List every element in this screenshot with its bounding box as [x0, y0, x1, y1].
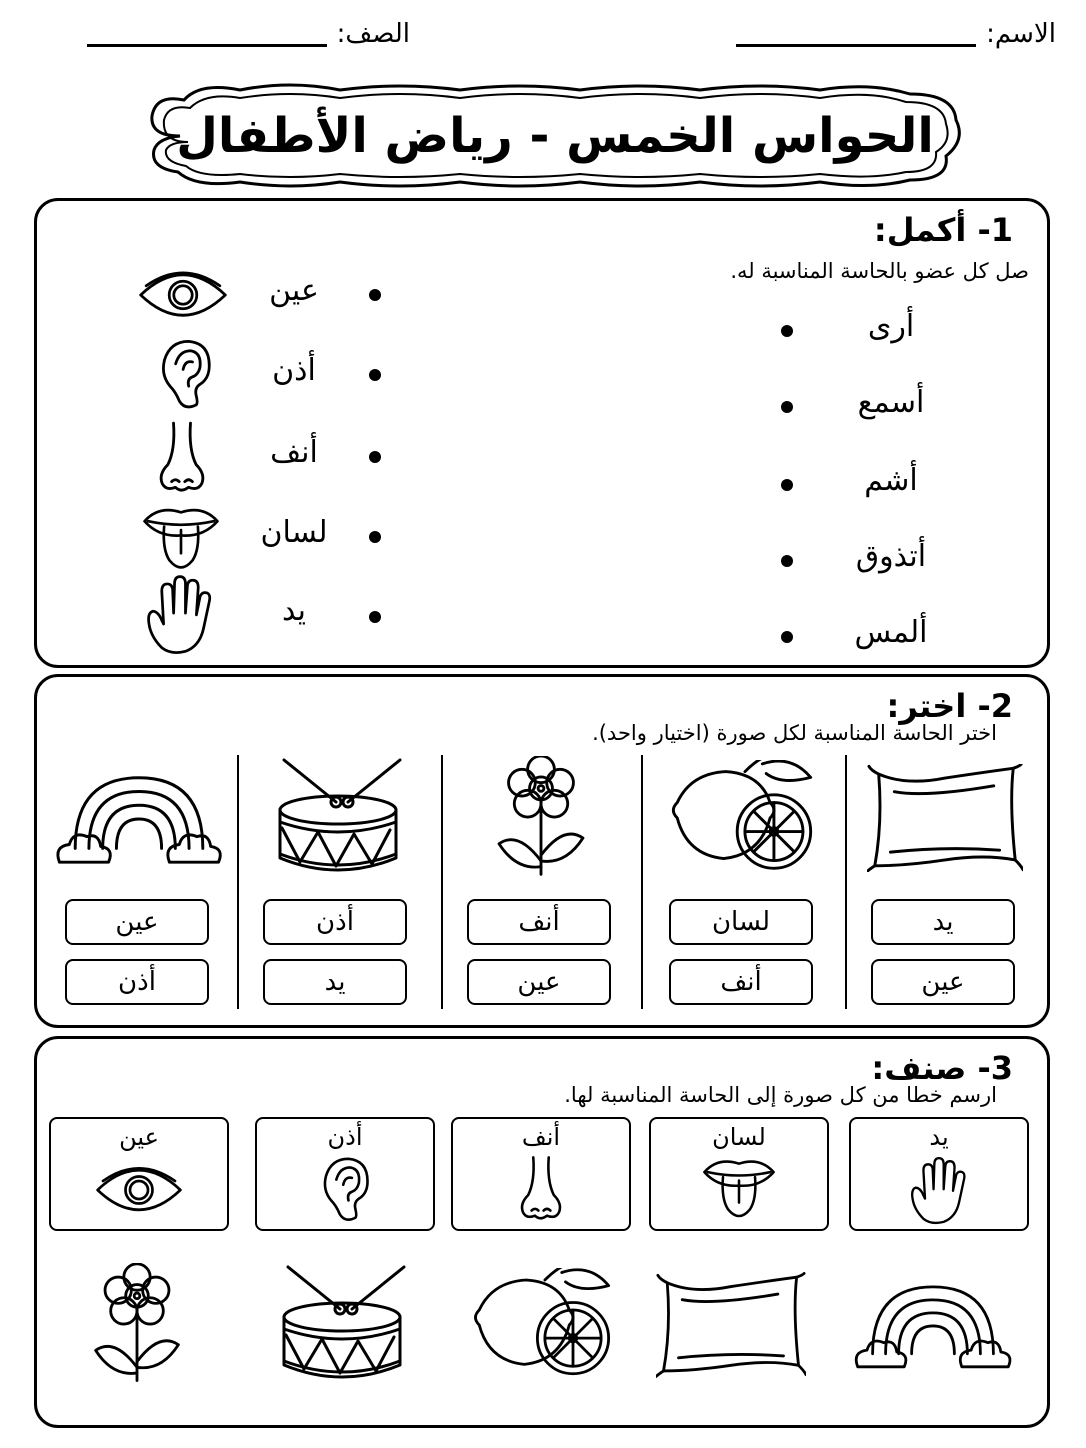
choice-item-pillow — [849, 753, 1041, 1011]
match-dot[interactable] — [781, 555, 793, 567]
section1-instruction: صل كل عضو بالحاسة المناسبة له. — [730, 259, 1029, 283]
sense-box-hand[interactable]: يد — [849, 1117, 1029, 1231]
organ-hand[interactable]: يد — [127, 573, 397, 657]
match-dot[interactable] — [369, 289, 381, 301]
column-divider — [237, 755, 239, 1009]
title-banner — [140, 80, 970, 192]
organ-nose[interactable]: أنف — [127, 421, 397, 501]
lemon-icon — [665, 760, 821, 876]
verb-touch[interactable]: ألمس — [781, 611, 951, 661]
column-divider — [641, 755, 643, 1009]
section2-instruction: اختر الحاسة المناسبة لكل صورة (اختيار واحد). — [592, 721, 997, 745]
choice-item-lemon — [647, 753, 839, 1011]
ear-icon — [157, 337, 213, 413]
classify-picture-lemon[interactable] — [463, 1255, 623, 1395]
match-dot[interactable] — [369, 531, 381, 543]
organ-eye[interactable]: عين — [127, 261, 397, 331]
eye-icon — [137, 267, 229, 323]
match-dot[interactable] — [781, 325, 793, 337]
choice-item-flower — [445, 753, 637, 1011]
nose-icon — [149, 421, 215, 497]
section3-instruction: ارسم خطا من كل صورة إلى الحاسة المناسبة لها. — [564, 1083, 997, 1107]
rainbow-icon — [854, 1273, 1012, 1377]
match-dot[interactable] — [369, 369, 381, 381]
column-divider — [441, 755, 443, 1009]
name-label: الاسم: — [986, 19, 1056, 49]
class-field[interactable] — [87, 14, 410, 54]
sense-box-tongue[interactable]: لسان — [649, 1117, 829, 1231]
flower-icon — [493, 756, 589, 880]
eye-icon — [94, 1163, 184, 1217]
option-button[interactable]: أنف — [669, 959, 813, 1005]
drum-icon — [276, 1265, 406, 1385]
hand-icon — [141, 573, 219, 655]
hand-icon — [906, 1155, 972, 1225]
match-dot[interactable] — [781, 631, 793, 643]
choice-item-drum — [241, 753, 433, 1011]
page-title: الحواس الخمس - رياض الأطفال — [176, 108, 934, 164]
match-dot[interactable] — [369, 611, 381, 623]
option-button[interactable]: يد — [871, 899, 1015, 945]
option-button[interactable]: يد — [263, 959, 407, 1005]
tongue-icon — [701, 1155, 777, 1223]
match-dot[interactable] — [781, 401, 793, 413]
nose-icon — [511, 1155, 571, 1225]
option-button[interactable]: أذن — [263, 899, 407, 945]
section-complete — [34, 198, 1050, 668]
section3-heading: 3- صنف: — [871, 1049, 1013, 1087]
pillow-icon — [656, 1272, 806, 1378]
verb-hear[interactable]: أسمع — [781, 381, 951, 431]
verb-taste[interactable]: أتذوق — [781, 535, 951, 585]
classify-picture-flower[interactable] — [57, 1255, 217, 1395]
pillow-icon — [867, 764, 1023, 872]
classify-picture-pillow[interactable] — [651, 1255, 811, 1395]
lemon-icon — [468, 1268, 618, 1382]
classify-picture-drum[interactable] — [261, 1255, 421, 1395]
option-button[interactable]: عين — [871, 959, 1015, 1005]
organ-tongue[interactable]: لسان — [127, 501, 397, 581]
section2-heading: 2- اختر: — [886, 687, 1013, 725]
tongue-icon — [141, 503, 221, 575]
class-label: الصف: — [336, 19, 410, 49]
sense-box-eye[interactable]: عين — [49, 1117, 229, 1231]
section-classify — [34, 1036, 1050, 1428]
classify-picture-rainbow[interactable] — [853, 1255, 1013, 1395]
name-field[interactable] — [736, 14, 1056, 54]
name-line[interactable] — [736, 22, 976, 47]
choice-item-rainbow — [43, 753, 235, 1011]
ear-icon — [319, 1155, 371, 1225]
rainbow-icon — [54, 764, 224, 872]
section1-heading: 1- أكمل: — [873, 211, 1013, 249]
drum-icon — [272, 758, 402, 878]
option-button[interactable]: أذن — [65, 959, 209, 1005]
section-choose — [34, 674, 1050, 1028]
flower-icon — [90, 1263, 184, 1387]
verb-see[interactable]: أرى — [781, 305, 951, 355]
sense-box-nose[interactable]: أنف — [451, 1117, 631, 1231]
option-button[interactable]: عين — [65, 899, 209, 945]
option-button[interactable]: أنف — [467, 899, 611, 945]
option-button[interactable]: عين — [467, 959, 611, 1005]
organ-ear[interactable]: أذن — [127, 337, 397, 417]
match-dot[interactable] — [369, 451, 381, 463]
class-line[interactable] — [87, 22, 327, 47]
sense-box-ear[interactable]: أذن — [255, 1117, 435, 1231]
column-divider — [845, 755, 847, 1009]
verb-smell[interactable]: أشم — [781, 459, 951, 509]
match-dot[interactable] — [781, 479, 793, 491]
option-button[interactable]: لسان — [669, 899, 813, 945]
